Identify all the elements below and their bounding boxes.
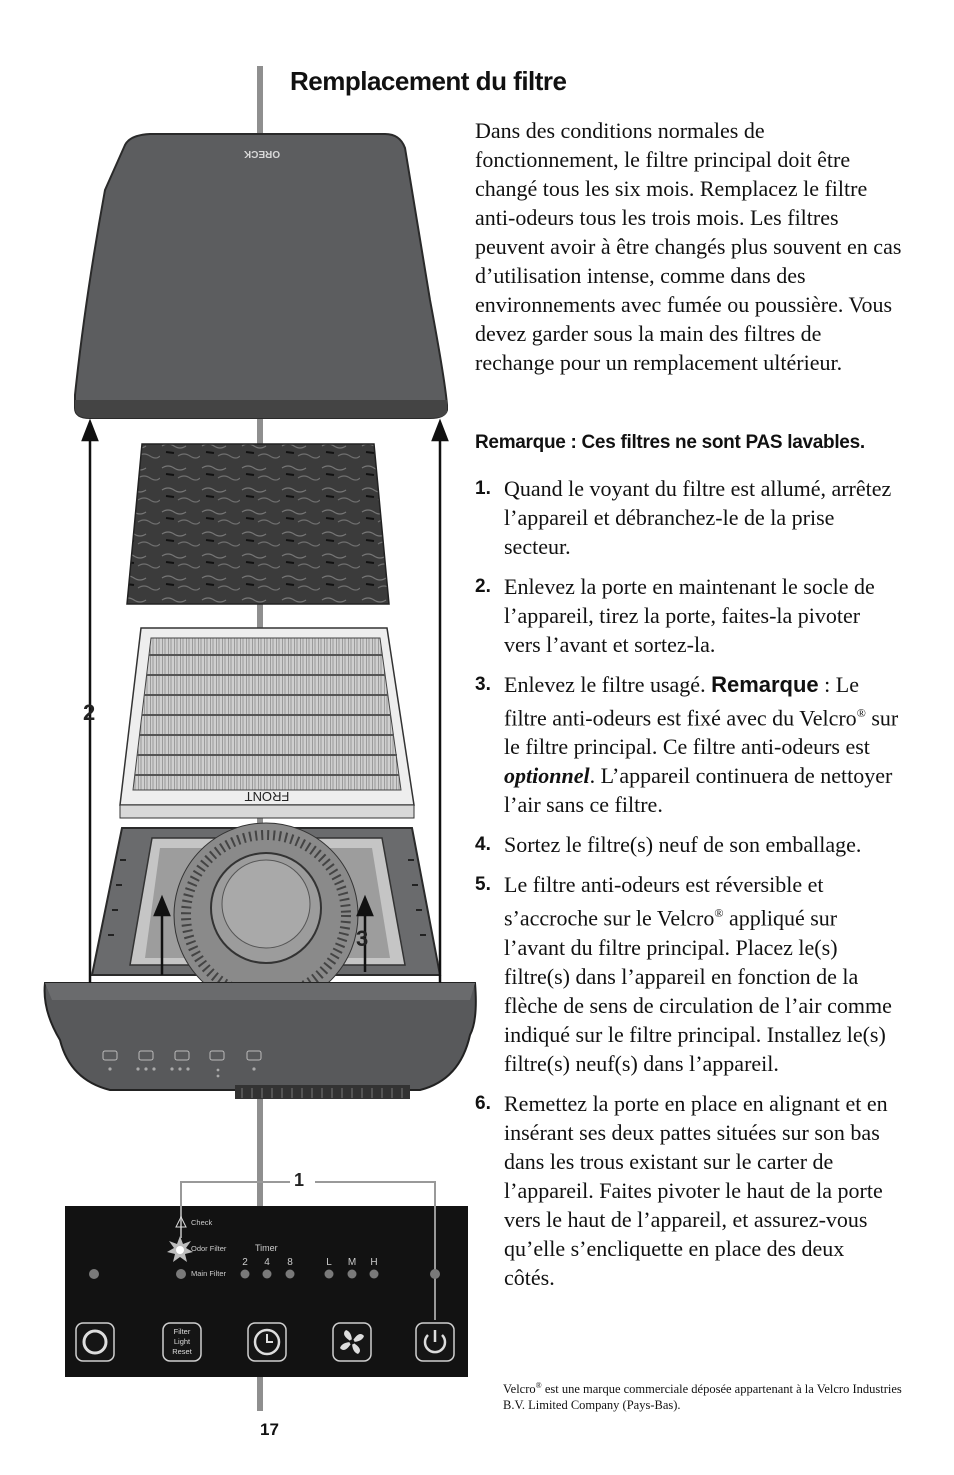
left-indicator-light <box>89 1269 99 1279</box>
power-light <box>430 1269 440 1279</box>
callout-3: 3 <box>356 926 369 951</box>
step-text: Quand le voyant du filtre est allumé, arrêtez l’appareil et débranchez-le de la prise secteur. <box>504 476 892 559</box>
footnote-registered-mark: ® <box>535 1381 542 1390</box>
step-number: 5. <box>475 874 491 896</box>
step-optional-word: optionnel <box>504 763 590 789</box>
steps-list <box>475 474 900 1303</box>
step-number: 1. <box>475 478 491 499</box>
reset-line-2: Light <box>173 1337 191 1346</box>
intro-paragraph: Dans des conditions normales de fonctionnement, le filtre principal doit être changé tous les six mois. Remplacez le filtre anti-odeurs tous les trois mois. Les filtres peuvent avoir à être changés plus souvent en cas d’utilisation intense, comme dans des environnements avec fumée ou poussière. Vous devez garder sous la main des filtres de rechange pour un remplacement ultérieur. <box>475 118 902 375</box>
speed-low: L <box>326 1257 332 1268</box>
step-6 <box>475 1089 900 1292</box>
step-number: 3. <box>475 674 491 695</box>
front-label: FRONT <box>244 789 290 804</box>
step-remark-label: Remarque <box>711 672 819 697</box>
door-cover <box>75 134 447 418</box>
ionizer-button <box>76 1323 114 1361</box>
check-label: Check <box>191 1218 213 1227</box>
step-1 <box>475 474 900 561</box>
main-filter-label: Main Filter <box>191 1269 227 1278</box>
step-text-mid: : Le filtre anti-odeurs est fixé avec du Velcro <box>504 672 859 731</box>
page-number: 17 <box>260 1420 279 1439</box>
remark-heading: Remarque : Ces filtres ne sont PAS lavables. <box>475 432 865 453</box>
brand-logo: ORECK <box>243 148 281 159</box>
step-number: 4. <box>475 834 491 856</box>
footnote-pre: Velcro <box>503 1382 536 1397</box>
step-text-pre: Le filtre anti-odeurs est réversible et s’accroche sur le Velcro <box>504 872 824 931</box>
step-text: Sortez le filtre(s) neuf de son emballage. <box>504 832 862 858</box>
step-text-post: appliqué sur l’avant du filtre principal. Placez le(s) filtre(s) dans l’appareil en fonction de la flèche de sens de circulation de l’air comme indiqué sur le filtre principal. Installez le(s) filtre(s) neuf(s) dans l’appareil. <box>504 905 892 1076</box>
odor-filter <box>127 444 389 604</box>
step-text-mid2: sur le filtre principal. Ce filtre anti-odeurs est <box>504 705 899 760</box>
step-number: 6. <box>475 1092 491 1114</box>
reset-line-3: Reset <box>172 1347 192 1356</box>
registered-mark: ® <box>856 706 866 720</box>
step-5 <box>475 870 900 1077</box>
footnote-post: est une marque commerciale déposée appartenant à la Velcro Industries B.V. Limited Company (Pays-Bas). <box>503 1382 902 1413</box>
speed-high: H <box>370 1257 378 1268</box>
step-text-post: . L’appareil continuera de nettoyer l’air sans ce filtre. <box>504 763 893 818</box>
timer-value-8: 8 <box>287 1257 293 1268</box>
registered-mark: ® <box>714 906 724 921</box>
speed-medium: M <box>347 1257 357 1268</box>
step-2 <box>475 572 900 659</box>
timer-value-4: 4 <box>264 1257 270 1268</box>
step-number: 2. <box>475 576 491 597</box>
page-title: Remplacement du filtre <box>290 66 567 96</box>
callout-2: 2 <box>83 700 96 725</box>
step-3 <box>475 670 900 819</box>
step-text: Remettez la porte en place en alignant et en insérant ses deux pattes situées sur son bas dans les trous existant sur le carter de l’appareil. Faites pivoter le haut de la porte vers le haut de l’appareil, et assurez-vous qu’elle s’encliquette en place des deux côtés. <box>504 1090 888 1290</box>
odor-filter-label: Odor Filter <box>191 1244 227 1253</box>
footnote <box>503 1378 903 1413</box>
step-4 <box>475 830 900 859</box>
step-text: Enlevez la porte en maintenant le socle de l’appareil, tirez la porte, faites-la pivoter vers l’avant et sortez-la. <box>504 574 875 657</box>
main-filter-light <box>176 1269 186 1279</box>
callout-1: 1 <box>294 1170 305 1190</box>
timer-value-2: 2 <box>242 1257 248 1268</box>
timer-label: Timer <box>255 1243 278 1253</box>
reset-line-1: Filter <box>173 1327 191 1336</box>
step-text-pre: Enlevez le filtre usagé. <box>504 672 712 697</box>
